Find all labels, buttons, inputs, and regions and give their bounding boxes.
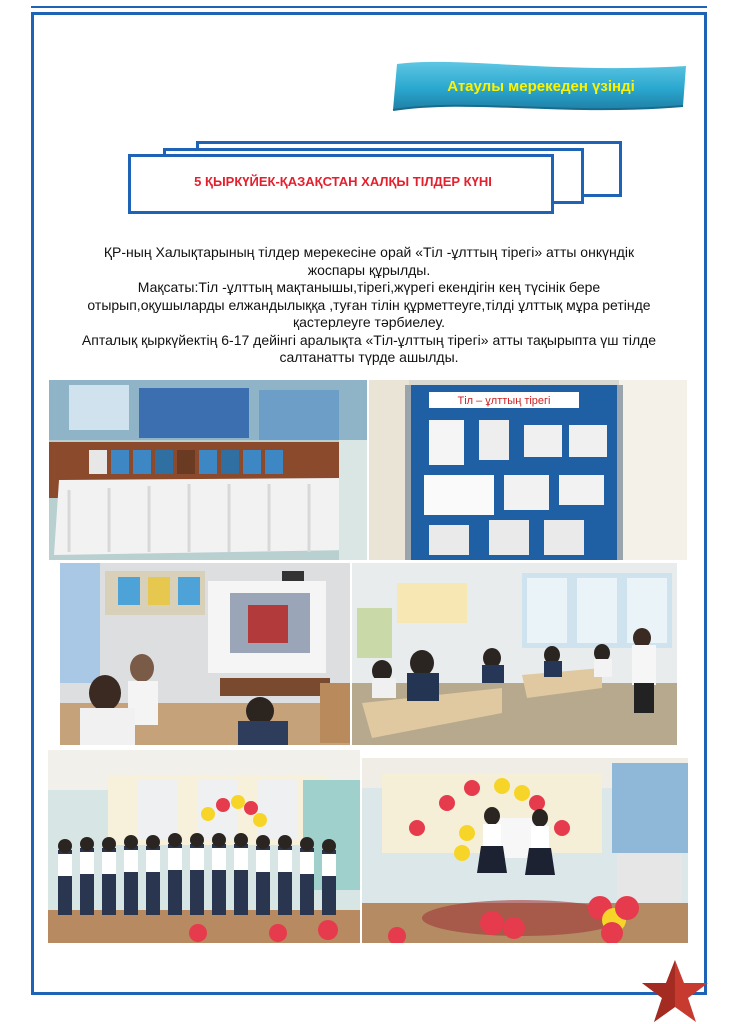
body-line: ҚР-ның Халықтарының тілдер мерекесіне орай «Тіл -ұлттың тірегі» атты онкүндік [103,244,635,260]
body-line: отырып,оқушыларды елжандылыққа ,туған тілін құрметтеуге,тілді ұлттық мұра ретінде [87,296,651,313]
photo-book-exhibition [49,380,367,560]
photo-students-line [48,750,360,943]
body-line: жоспары құрылды. [307,261,431,278]
banner-text: Атаулы мерекеден үзінді [447,78,635,95]
photo-girls-performing [362,758,688,943]
body-line: Апталық қыркүйектің 6-17 дейінгі аралықта «Тіл-ұлттың тірегі» атты тақырыпта үш тілде [81,331,657,348]
page-title: 5 ҚЫРКҮЙЕК-ҚАЗАҚСТАН ХАЛҚЫ ТІЛДЕР КҮНІ [194,174,492,189]
body-line: Мақсаты:Тіл -ұлттың мақтанышы,тірегі,жүрегі екендігін кең түсінік бере [137,279,601,295]
body-line: салтанатты түрде ашылды. [279,349,459,365]
top-rule [31,6,707,8]
photo-students-desks [352,563,677,745]
header-ribbon [391,58,691,116]
star-icon [640,958,710,1024]
board-title: Тіл – ұлттың тірегі [457,395,551,407]
body-line: қастерлеуге тәрбиелеу. [293,314,445,330]
photo-board [369,380,687,560]
photo-classroom-projector [60,563,350,745]
body-paragraph [44,244,694,367]
